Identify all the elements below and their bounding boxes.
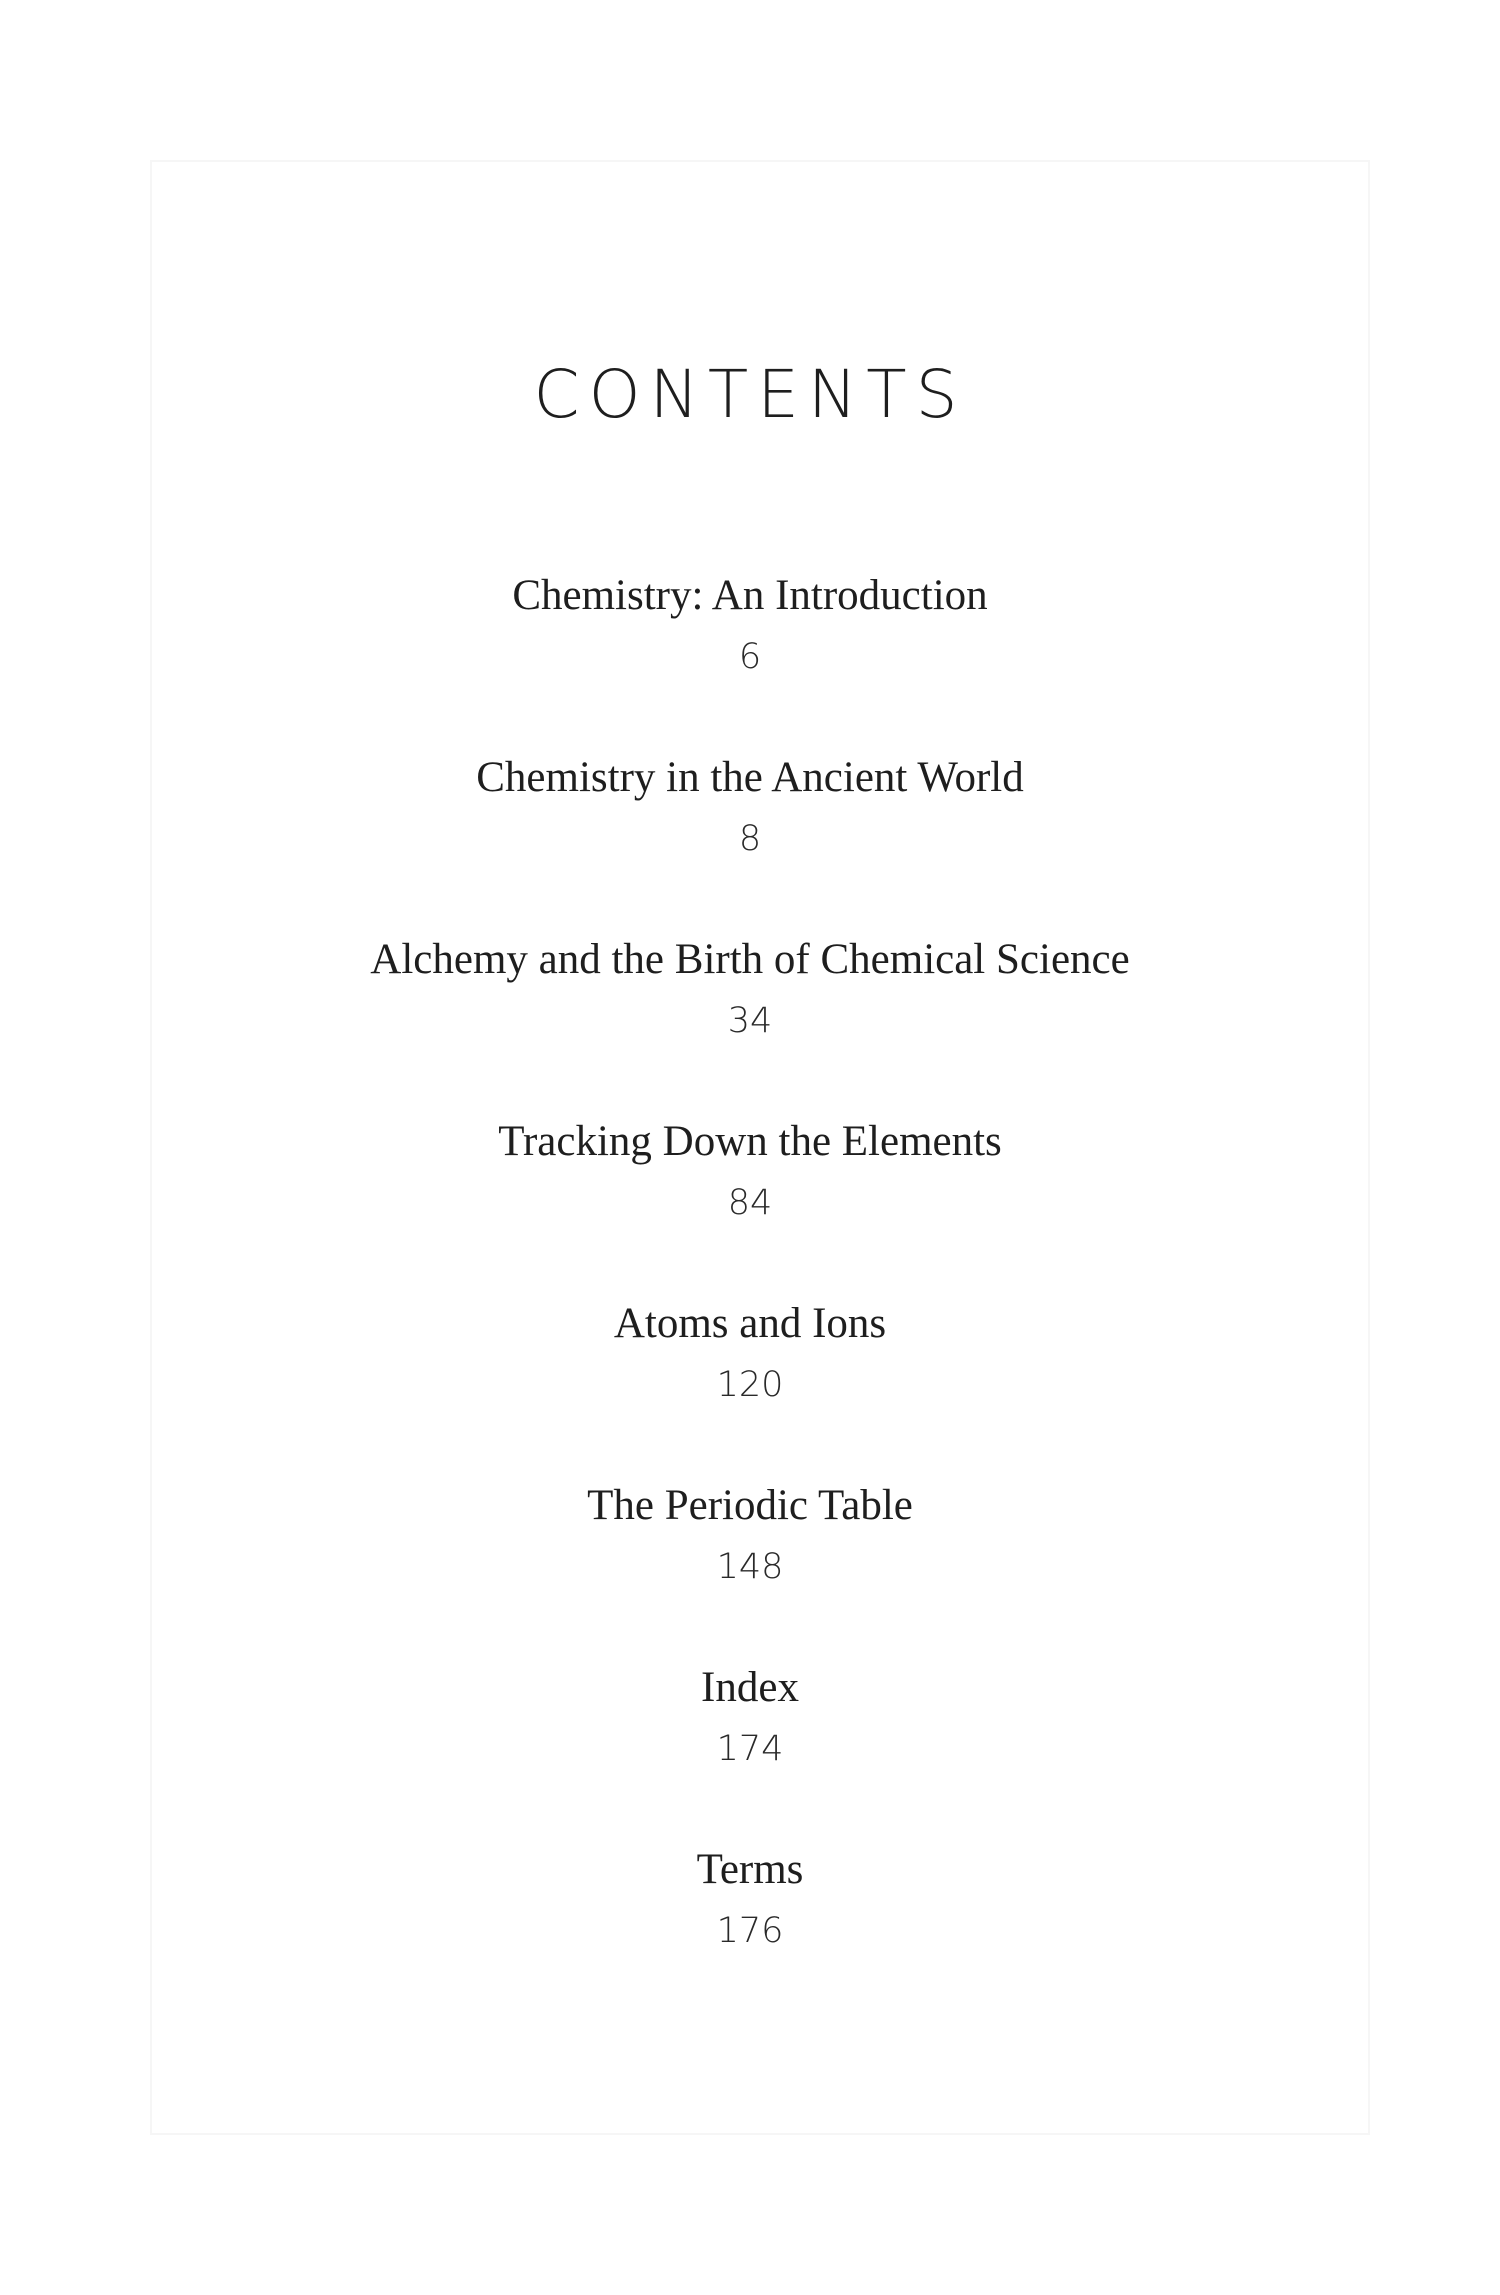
toc-entry-page-number: 174 xyxy=(716,1729,784,1769)
toc-entry xyxy=(0,1657,1500,1839)
toc-list xyxy=(0,565,1500,2021)
toc-entry xyxy=(0,747,1500,929)
toc-entry xyxy=(0,929,1500,1111)
toc-entry-page-number: 34 xyxy=(727,1001,773,1041)
toc-entry-page-number: 176 xyxy=(716,1911,784,1951)
toc-entry-page-number: 8 xyxy=(738,819,762,859)
toc-entry-page-number: 120 xyxy=(716,1365,784,1405)
toc-entry-title: Atoms and Ions xyxy=(613,1300,887,1347)
toc-entry-title: The Periodic Table xyxy=(587,1482,913,1529)
toc-entry-title: Alchemy and the Birth of Chemical Science xyxy=(370,936,1130,983)
toc-entry-title: Tracking Down the Elements xyxy=(498,1118,1002,1165)
toc-entry xyxy=(0,1475,1500,1657)
contents-heading: CONTENTS xyxy=(533,356,967,434)
toc-entry-title: Chemistry: An Introduction xyxy=(512,572,988,619)
toc-entry-title: Chemistry in the Ancient World xyxy=(476,754,1024,801)
toc-entry xyxy=(0,565,1500,747)
toc-entry-title: Terms xyxy=(696,1846,804,1893)
toc-entry-page-number: 148 xyxy=(716,1547,784,1587)
toc-entry-page-number: 84 xyxy=(727,1183,773,1223)
toc-entry xyxy=(0,1839,1500,2021)
toc-entry-page-number: 6 xyxy=(738,637,762,677)
toc-entry xyxy=(0,1293,1500,1475)
toc-entry-title: Index xyxy=(701,1664,799,1711)
toc-entry xyxy=(0,1111,1500,1293)
